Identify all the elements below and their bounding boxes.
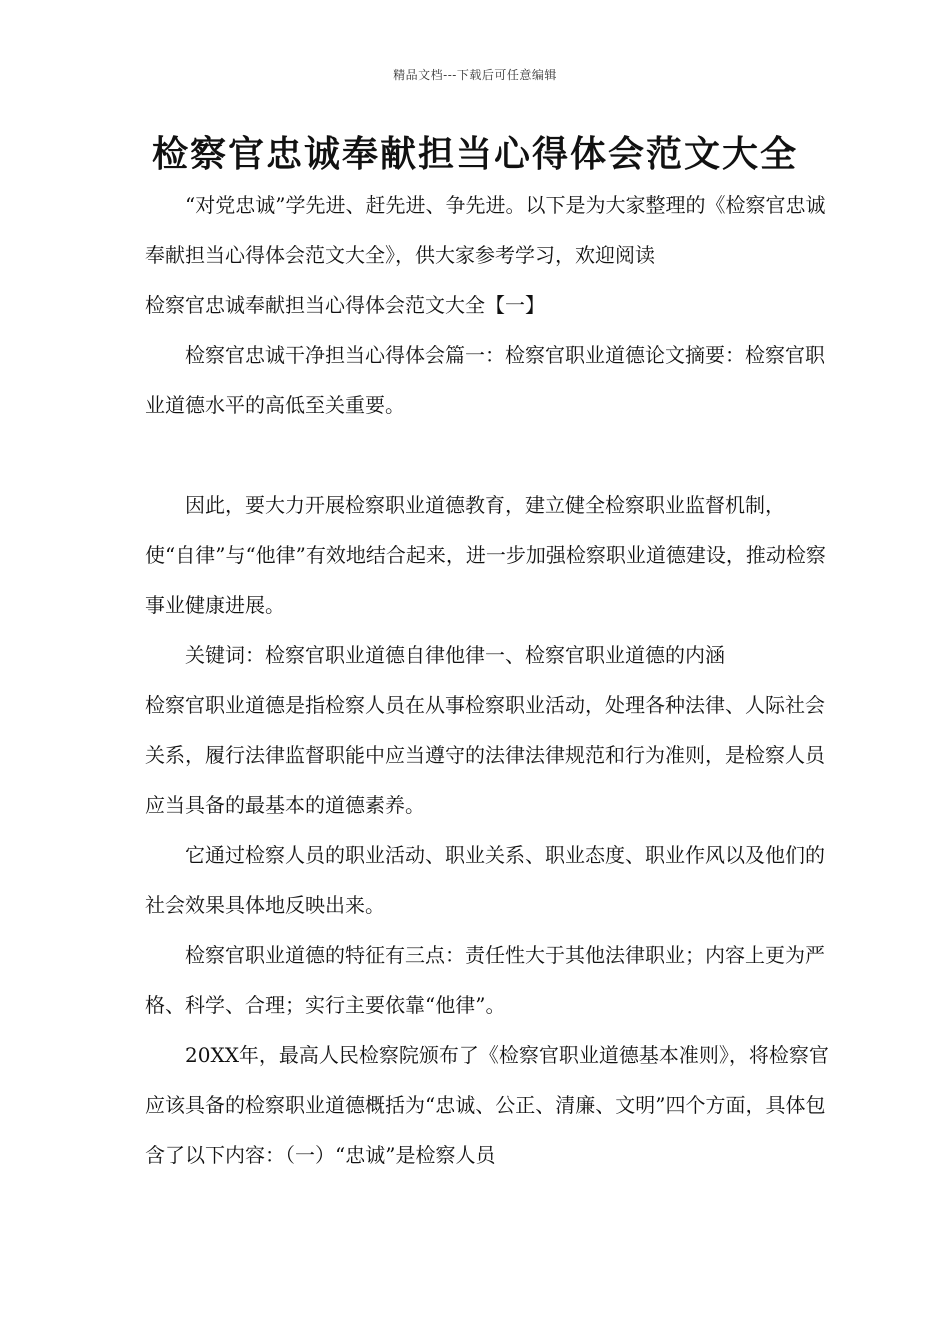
paragraph-1: 检察官忠诚干净担当心得体会篇一：检察官职业道德论文摘要：检察官职业道德水平的高低至关重要。	[145, 343, 825, 417]
paragraph-2: 因此，要大力开展检察职业道德教育，建立健全检察职业监督机制，使“自律”与“他律”有效地结合起来，进一步加强检察职业道德建设，推动检察事业健康进展。	[145, 493, 826, 617]
paragraph-4: 检察官职业道德是指检察人员在从事检察职业活动，处理各种法律、人际社会关系，履行法律监督职能中应当遵守的法律法律规范和行为准则，是检察人员应当具备的最基本的道德素养。	[145, 693, 825, 817]
document-body	[145, 180, 835, 1180]
header-note: 精品文档---下载后可任意编辑	[393, 68, 557, 82]
paragraph-gap	[145, 430, 835, 480]
section-heading: 检察官忠诚奉献担当心得体会范文大全【一】	[145, 293, 545, 317]
paragraph-3: 关键词：检察官职业道德自律他律一、检察官职业道德的内涵	[185, 643, 725, 667]
document-title: 检察官忠诚奉献担当心得体会范文大全	[151, 133, 798, 175]
paragraph-5: 它通过检察人员的职业活动、职业关系、职业态度、职业作风以及他们的社会效果具体地反映出来。	[145, 843, 825, 917]
paragraph-6: 检察官职业道德的特征有三点：责任性大于其他法律职业；内容上更为严格、科学、合理；实行主要依靠“他律”。	[145, 943, 825, 1017]
intro-paragraph: “对党忠诚”学先进、赶先进、争先进。以下是为大家整理的《检察官忠诚奉献担当心得体会范文大全》，供大家参考学习，欢迎阅读	[145, 193, 826, 267]
paragraph-7: 20XX年，最高人民检察院颁布了《检察官职业道德基本准则》，将检察官应该具备的检察职业道德概括为“忠诚、公正、清廉、文明”四个方面，具体包含了以下内容：（一）“忠诚”是检察人员	[145, 1043, 829, 1167]
